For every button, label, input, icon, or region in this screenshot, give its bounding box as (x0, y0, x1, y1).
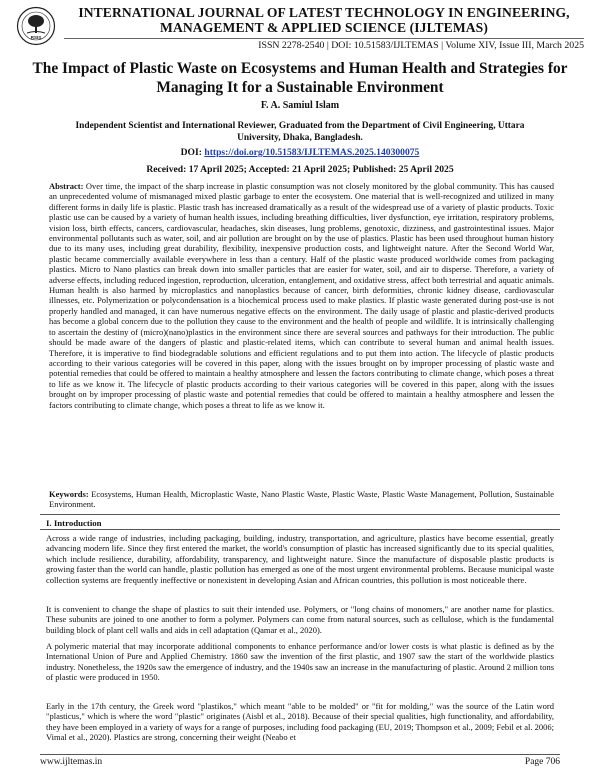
section-divider-bottom (40, 529, 560, 530)
publication-dates: Received: 17 April 2025; Accepted: 21 April 2025; Published: 25 April 2025 (146, 164, 454, 175)
intro-paragraph: It is convenient to change the shape of plastics to suit their intended use. Polymers, or "long chains of monomers," are another name for plastics. These subunits are joined to one another to form a polymer. Polymers can come from natural sources, such as cellulose, which is the fundamental building block of plant cell walls and aids in cell adaptation (Qamar et al., 2020). (46, 604, 554, 635)
keywords (49, 489, 554, 510)
section-divider-top (40, 514, 560, 515)
journal-header (0, 0, 600, 56)
footer-divider (40, 754, 560, 755)
doi-line (20, 147, 580, 158)
intro-paragraph: Early in the 17th century, the Greek word "plastikos," which meant "able to be molded" or "fit for molding," was the source of the Latin word "plasticus," which is where the word "plastic" originates (Aisbl et al., 2018). Because of their special qualities, high functionality, and affordability, they have been employed in a variety of ways for a range of purposes, including food packaging (EU, 2019; Thompson et al., 2009; Febil et al. 2006; Vimal et al., 2020). Plastics are strong, concerning their weight (Neabo et (46, 701, 554, 743)
keywords-text: Ecosystems, Human Health, Microplastic Waste, Nano Plastic Waste, Plastic Waste, Plastic Waste Management, Pollution, Sustainable Environment. (49, 489, 555, 510)
paper-title: The Impact of Plastic Waste on Ecosystems and Human Health and Strategies for Managing It for a Sustainable Environment (32, 60, 568, 96)
abstract-label: Abstract: (49, 181, 84, 191)
abstract (49, 181, 554, 410)
section-heading: I. Introduction (46, 518, 102, 528)
intro-paragraph: Across a wide range of industries, including packaging, building, industry, transportation, and agriculture, plastics have become essential, greatly advancing modern life. Since they first entered the market, the world's consumption of plastic has increased significantly due to its special qualities, which include resilience, durability, affordability, transparency, and lightweight nature. Since the manufacture of disposable plastic products is growing faster than the world can handle, plastic pollution has emerged as one of the most urgent environmental problems. Because municipal waste collection systems are frequently ineffective or nonexistent in developing Asian and African countries, this pollution is most noticeable there. (46, 533, 554, 585)
logo-text: RSIS (30, 35, 42, 40)
ijltemas-tree-seal-icon (16, 6, 56, 46)
doi-link[interactable]: https://doi.org/10.51583/IJLTEMAS.2025.140300075 (204, 147, 420, 158)
doi-label: DOI: (180, 147, 202, 158)
author-name: F. A. Samiul Islam (260, 100, 340, 111)
abstract-text: Over time, the impact of the sharp increase in plastic consumption was not closely monitored by the global community. This has caused an unprecedented volume of mismanaged mixed plastic garbage to enter the ecosystem. One material that is well-recognized and utilized in many different forms in daily life is plastic. Plastic trash has increased dramatically as a result of the widespread use of a variety of plastic products. Toxic plastic use can be caused by a variety of human health issues, including breathing difficulties, liver dysfunction, eye irritation, respiratory problems, vision loss, birth effects, cancers, cardiovascular, headaches, skin diseases, lung problems, genotoxic, dizziness, and gastrointestinal issues. Major environmental pollutants such as water, soil, and air pollution are brought on by the use of plastics. Plastic has been used throughout human history due to its many uses, including great durability, flexibility, inexpensive production costs, and lightweight nature. After the Second World War, plastic became commercially available everywhere in less than a century. Half of the plastic waste produced worldwide comes from packaging plastics. Micro to Nano plastics can break down into smaller particles that are easier for water, soil, and air to disperse. Therefore, a variety of adverse effects, including reduced ingestion, reproduction, ulceration, entanglement, and oxidative stress, affect both terrestrial and aquatic animals. Human health is also harmed by microplastics and nanoplastics because of cancer, birth deformities, chronic kidney disease, cardiovascular illnesses, etc. Polymerization or polycondensation is a biochemical process used to make plastics. If plastic waste generated during post-use is not properly handled and managed, it can have numerous negative effects on the environment. The daily usage of plastic and plastic-derived products has become a global concern due to the pollution they cause to the environment and the health of people and wildlife. It is intrinsically challenging to ascertain the destiny of (micro)(nano)plastics in the environment since there are several sources and pathways for their introduction. The public should be made aware of the dangers of plastic and plastic-related items, which can contribute to several human and animal health issues. Therefore, it is imperative to find biodegradable solutions and efficient regulations and to put them into action. The lifecycle of plastic products according to their various categories will be covered in this paper, along with the issues brought on by improper processing of plastic waste and potential remedies that could be offered to maintain a healthy atmosphere and lessen the factors contributing to climate change, which poses a threat to life as we know it. The lifecycle of plastic products according to their various categories will be covered in this paper, along with the issues brought on by improper processing of plastic waste and potential remedies that could be offered to maintain a healthy atmosphere and lessen the factors contributing to climate change, which poses a threat to life as we know it. (49, 181, 555, 410)
intro-paragraph: A polymeric material that may incorporate additional components to enhance performance and/or lower costs is what plastic is defined as by the International Union of Pure and Applied Chemistry. 1860 saw the invention of the first plastic, and 1907 saw the start of the worldwide plastics industry. Nonetheless, the 1920s saw the emergence of industry, and the 1940s saw an increase in the manufacturing of plastic. Around 2 million tons of plastic were produced in 1950. (46, 641, 554, 683)
header-divider (64, 38, 584, 39)
journal-name: INTERNATIONAL JOURNAL OF LATEST TECHNOLOGY IN ENGINEERING, MANAGEMENT & APPLIED SCIENCE (IJLTEMAS) (78, 5, 570, 35)
page-number: Page 706 (524, 757, 560, 767)
footer-website[interactable]: www.ijltemas.in (40, 757, 103, 767)
keywords-label: Keywords: (49, 489, 89, 499)
journal-logo (16, 6, 56, 46)
author-affiliation: Independent Scientist and International Reviewer, Graduated from the Department of Civil Engineering, Uttara University, Dhaka, Bangladesh. (75, 121, 525, 143)
journal-meta: ISSN 2278-2540 | DOI: 10.51583/IJLTEMAS | Volume XIV, Issue III, March 2025 (258, 40, 584, 51)
